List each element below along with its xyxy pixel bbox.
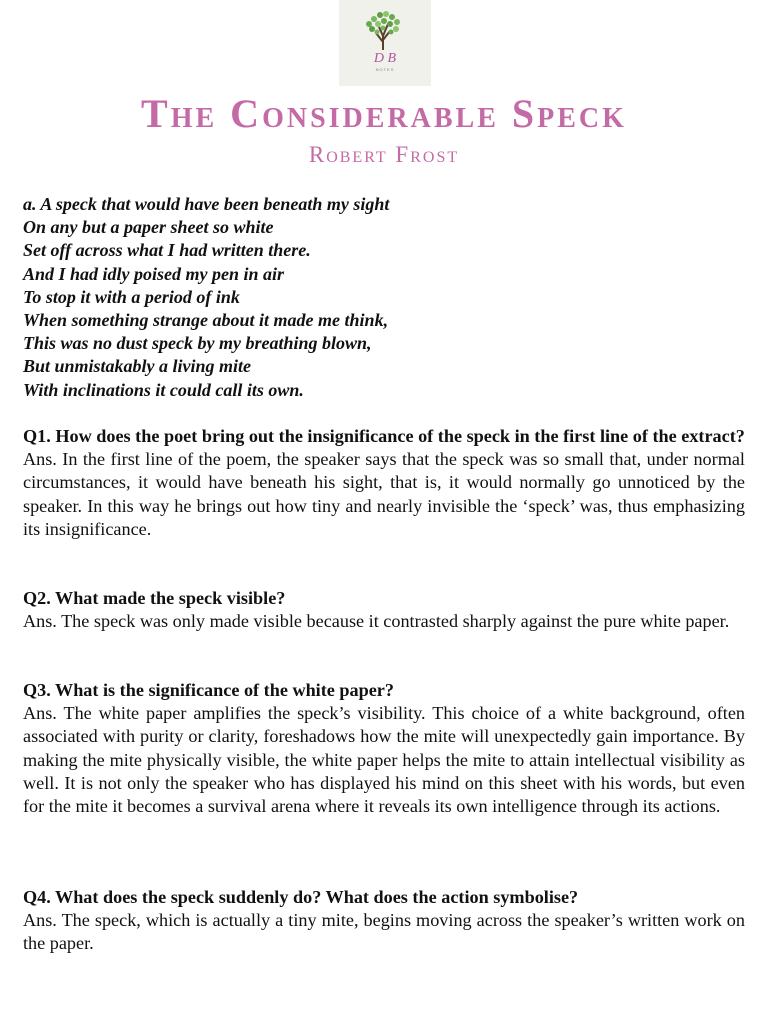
answer-1: Ans. In the first line of the poem, the speaker says that the speck was so small that, under normal circumstances, it would have beneath his sight, that is, it would normally go unnoticed by the speaker. In this way he brings out how tiny and nearly invisible the ‘speck’ was, thus emphasizing its insignificance. [23, 449, 745, 539]
question-2: Q2. What made the speck visible? [23, 588, 286, 608]
question-4: Q4. What does the speck suddenly do? What does the action symbolise? [23, 887, 579, 907]
qa-block-3 [23, 679, 745, 818]
poem-line: When something strange about it made me think, [23, 310, 389, 331]
poem-line: This was no dust speck by my breathing blown, [23, 333, 372, 354]
poem-line: To stop it with a period of ink [23, 286, 240, 307]
page-title: The Considerable Speck [141, 91, 627, 136]
qa-block-1 [23, 425, 745, 541]
logo [339, 0, 431, 86]
question-3: Q3. What is the significance of the white paper? [23, 680, 394, 700]
poem-line: a. A speck that would have been beneath my sight [23, 194, 390, 214]
answer-2: Ans. The speck was only made visible because it contrasted sharply against the pure white paper. [23, 611, 730, 632]
qa-block-2 [23, 587, 745, 633]
question-1: Q1. How does the poet bring out the insignificance of the speck in the first line of the extract? [23, 426, 745, 446]
poem-line: Set off across what I had written there. [23, 240, 311, 261]
logo-letters: D B [373, 51, 397, 66]
answer-3: Ans. The white paper amplifies the speck’s visibility. This choice of a white background, often associated with purity or clarity, foreshadows how the mite will unexpectedly gain importance. By making the mite physically visible, the white paper helps the mite to attain intellectual visibility as well. It is not only the speaker who has displayed his mind on this sheet with his words, but even for the mite it becomes a survival arena where it reveals its own intelligence through its actions. [23, 703, 745, 817]
logo-tagline: NOTES [375, 67, 395, 72]
tree-logo-icon [339, 0, 431, 86]
poem-line: But unmistakably a living mite [23, 356, 252, 377]
poem-line: With inclinations it could call its own. [23, 379, 304, 400]
author-name: Robert Frost [308, 142, 460, 167]
poem-line: On any but a paper sheet so white [23, 217, 274, 238]
answer-4: Ans. The speck, which is actually a tiny mite, begins moving across the speaker’s written work on the paper. [23, 910, 745, 954]
poem-extract [23, 193, 743, 402]
poem-line: And I had idly poised my pen in air [23, 263, 285, 284]
qa-block-4 [23, 886, 745, 956]
